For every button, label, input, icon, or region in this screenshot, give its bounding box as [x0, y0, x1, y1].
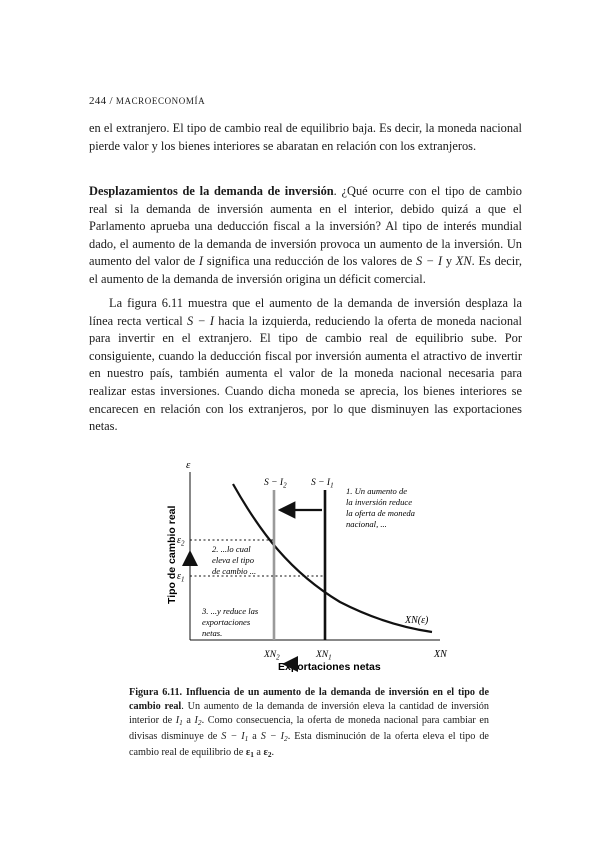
xn2-text: XN: [264, 650, 277, 660]
e1-sub: 1: [180, 575, 185, 584]
s-minus-i1-text: S − I: [311, 478, 331, 488]
paragraph-2-text-b: significa una reducción de los valores de: [203, 254, 416, 269]
xn2-tick-label: [263, 650, 280, 662]
note-1-line-3: la oferta de moneda: [346, 508, 415, 518]
caption-text-b: . Como consecuencia, la oferta de moneda nacional para cambiar en divisas disminuye de: [129, 715, 489, 742]
cap-si1-sub: 1: [244, 733, 249, 743]
exchange-rate-chart: [150, 459, 460, 687]
cap-eps1-sub: 1: [250, 749, 254, 759]
paragraph-3-text-a: La figura 6.11 muestra que el aumento de la demanda de inversión desplaza la línea recta vertical: [89, 296, 522, 328]
book-title: MACROECONOMÍA: [115, 96, 206, 106]
note-2-line-2: eleva el tipo: [212, 555, 254, 565]
paragraph-2-text-a: . ¿Qué ocurre con el tipo de cambio real si la demanda de inversión aumenta en el interior, debido quizá a que el Parlamento aprueba una deducción fiscal a la inversión? Al tipo de interés mundial dado, el aumento de la demanda de inversión provoca un aumento de la inversión. Un aumento del valor de: [89, 184, 522, 269]
x-axis-title: Exportaciones netas: [278, 661, 381, 673]
figure-caption: [129, 686, 489, 761]
var-xn: XN: [455, 254, 472, 269]
paragraph-3: [89, 295, 522, 436]
xn1-text: XN: [316, 650, 329, 660]
xn2-sub: 2: [276, 653, 280, 662]
caption-label: Figura 6.11. Influencia de un aumento de la demanda de inversión en el tipo de cambio real: [129, 687, 489, 712]
figure-6-11: [150, 459, 460, 687]
s-minus-i2-label: [264, 478, 287, 490]
cap-eps2-sub: 2: [267, 749, 272, 759]
xn1-sub: 1: [328, 653, 332, 662]
cap-a-1: a: [182, 715, 195, 726]
note-3-line-2: exportaciones: [202, 617, 251, 627]
y-axis-title: Tipo de cambio real: [166, 505, 178, 604]
note-3-line-1: 3. ...y reduce las: [202, 606, 259, 616]
caption-text-a: . Un aumento de la demanda de inversión eleva la cantidad de inversión interior de: [129, 701, 489, 726]
e2-tick-label: [177, 535, 185, 548]
cap-eps2: ε: [263, 746, 268, 758]
paragraph-1: [89, 120, 522, 155]
note-1: [346, 486, 415, 529]
paragraph-1-text: en el extranjero. El tipo de cambio real de equilibrio baja. Es decir, la moneda nacional pierde valor y los bienes interiores se abaratan en relación con los extranjeros.: [89, 121, 522, 153]
curve-label: XN(ε): [405, 615, 429, 626]
note-1-line-2: la inversión reduce: [346, 497, 413, 507]
note-3: [201, 606, 259, 638]
paragraph-2-text-c: y: [442, 254, 456, 269]
y-axis-symbol: ε: [186, 459, 191, 471]
paragraph-2-text-d: . Es decir, el aumento de la demanda de inversión origina un déficit comercial.: [89, 254, 522, 286]
section-heading: Desplazamientos de la demanda de inversión: [89, 184, 334, 198]
running-header: [89, 95, 205, 107]
cap-eps1: ε: [245, 746, 251, 758]
cap-si1: S − I: [221, 730, 245, 742]
s-minus-i2-text: S − I: [264, 478, 284, 488]
cap-i2: I: [194, 715, 198, 726]
var-s-minus-i-2: S − I: [186, 313, 215, 328]
note-2-line-3: de cambio ...: [212, 566, 257, 576]
note-2-line-1: 2. ...lo cual: [212, 544, 251, 554]
e2-sub: 2: [180, 539, 185, 548]
page-number: 244: [89, 95, 107, 107]
s-minus-i2-sub: 2: [283, 481, 287, 490]
e1-tick-label: [177, 571, 184, 584]
header-separator: /: [106, 95, 116, 107]
x-axis-symbol: XN: [434, 649, 447, 660]
paragraph-2: [89, 183, 522, 289]
cap-i2-sub: 2: [197, 717, 202, 727]
cap-i1: I: [175, 715, 180, 726]
cap-i1-sub: 1: [179, 717, 183, 727]
caption-text-c: . Esta disminución de la oferta eleva el tipo de cambio real de equilibrio de: [129, 730, 489, 758]
note-1-line-4: nacional, ...: [346, 519, 387, 529]
e2-symbol: ε: [177, 535, 181, 546]
note-2: [212, 544, 256, 576]
s-minus-i1-label: [311, 478, 334, 490]
var-s-minus-i: S − I: [415, 254, 443, 269]
note-3-line-3: netas.: [202, 628, 223, 638]
cap-a-3: a: [253, 746, 264, 758]
s-minus-i1-sub: 1: [330, 481, 334, 490]
xn1-tick-label: [315, 650, 332, 662]
e1-symbol: ε: [177, 571, 181, 582]
cap-si2: S − I: [260, 730, 285, 742]
cap-si2-sub: 2: [284, 733, 288, 743]
cap-a-2: a: [248, 730, 261, 742]
note-1-line-1: 1. Un aumento de: [346, 486, 408, 496]
var-i: I: [198, 254, 204, 269]
caption-end: .: [271, 746, 275, 758]
paragraph-3-text-b: hacia la izquierda, reduciendo la oferta de moneda nacional para invertir en el extranjero. El tipo de cambio real de equilibrio sube. Por consiguiente, cuando la deducción fiscal por inversión aumenta el atractivo de invertir en nuestro país, también aumenta el valor de la moneda nacional necesaria para realizar estas inversiones. Cuando dicha moneda se aprecia, los bienes interiores se encarecen en relación con los extranjeros, por lo que disminuyen las exportaciones netas.: [89, 313, 522, 434]
